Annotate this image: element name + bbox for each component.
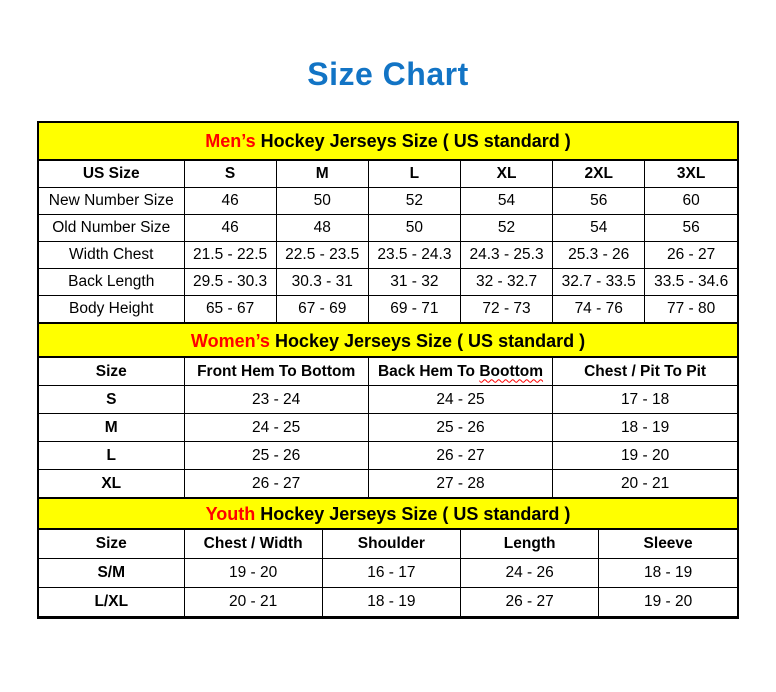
table-row [39, 215, 737, 242]
value-cell: 32.7 - 33.5 [553, 269, 645, 296]
table-row [39, 470, 737, 498]
column-header-cell: 2XL [553, 161, 645, 188]
value-cell: 19 - 20 [184, 559, 322, 588]
value-cell: 54 [460, 188, 552, 215]
value-cell: 24 - 25 [368, 386, 552, 414]
row-label-cell: M [39, 414, 184, 442]
womens-label-rest: Hockey Jerseys Size ( US standard ) [269, 331, 586, 351]
value-cell: 52 [460, 215, 552, 242]
value-cell: 46 [184, 188, 276, 215]
womens-label-accent: Women’s [190, 331, 270, 351]
value-cell: 20 - 21 [553, 470, 737, 498]
mens-label-rest: Hockey Jerseys Size ( US standard ) [255, 131, 571, 151]
row-label-cell: Back Length [39, 269, 184, 296]
value-cell: 18 - 19 [599, 559, 737, 588]
value-cell: 50 [276, 188, 368, 215]
column-header-cell: US Size [39, 161, 184, 188]
column-header-cell: Sleeve [599, 530, 737, 559]
value-cell: 72 - 73 [460, 296, 552, 323]
table-row [39, 414, 737, 442]
value-cell: 52 [368, 188, 460, 215]
value-cell: 26 - 27 [645, 242, 737, 269]
mens-header-row [39, 161, 737, 188]
column-header-cell: Size [39, 358, 184, 386]
table-row [39, 386, 737, 414]
value-cell: 19 - 20 [599, 588, 737, 617]
mens-label-accent: Men’s [205, 131, 256, 151]
womens-section-header [39, 323, 737, 357]
row-label-cell: L [39, 442, 184, 470]
table-row [39, 296, 737, 323]
table-row [39, 188, 737, 215]
value-cell: 29.5 - 30.3 [184, 269, 276, 296]
column-header-cell: S [184, 161, 276, 188]
value-cell: 74 - 76 [553, 296, 645, 323]
value-cell: 24 - 25 [184, 414, 368, 442]
youth-label-rest: Hockey Jerseys Size ( US standard ) [255, 504, 571, 524]
row-label-cell: S/M [39, 559, 184, 588]
table-row [39, 242, 737, 269]
value-cell: 24.3 - 25.3 [460, 242, 552, 269]
value-cell: 65 - 67 [184, 296, 276, 323]
youth-section-header [39, 498, 737, 529]
value-cell: 23.5 - 24.3 [368, 242, 460, 269]
value-cell: 50 [368, 215, 460, 242]
value-cell: 60 [645, 188, 737, 215]
value-cell: 16 - 17 [322, 559, 460, 588]
row-label-cell: New Number Size [39, 188, 184, 215]
column-header-cell: Chest / Width [184, 530, 322, 559]
value-cell: 23 - 24 [184, 386, 368, 414]
value-cell: 26 - 27 [461, 588, 599, 617]
column-header-text: Back Hem To [377, 362, 476, 380]
value-cell: 18 - 19 [322, 588, 460, 617]
value-cell: 21.5 - 22.5 [184, 242, 276, 269]
value-cell: 25 - 26 [184, 442, 368, 470]
misspelled-word: Boottom [479, 362, 544, 380]
womens-header-row [39, 358, 737, 386]
column-header-cell: M [276, 161, 368, 188]
value-cell: 26 - 27 [368, 442, 552, 470]
value-cell: 25 - 26 [368, 414, 552, 442]
column-header-cell: 3XL [645, 161, 737, 188]
value-cell: 46 [184, 215, 276, 242]
row-label-cell: Width Chest [39, 242, 184, 269]
womens-size-table [39, 357, 737, 498]
value-cell: 56 [553, 188, 645, 215]
mens-section-header [39, 123, 737, 160]
column-header-cell: Size [39, 530, 184, 559]
column-header-cell: Chest / Pit To Pit [553, 358, 737, 386]
youth-label-accent: Youth [205, 504, 256, 524]
table-row [39, 442, 737, 470]
row-label-cell: S [39, 386, 184, 414]
value-cell: 30.3 - 31 [276, 269, 368, 296]
table-row [39, 269, 737, 296]
row-label-cell: XL [39, 470, 184, 498]
mens-size-table [39, 160, 737, 323]
value-cell: 31 - 32 [368, 269, 460, 296]
table-row [39, 559, 737, 588]
value-cell: 18 - 19 [553, 414, 737, 442]
value-cell: 27 - 28 [368, 470, 552, 498]
value-cell: 69 - 71 [368, 296, 460, 323]
value-cell: 20 - 21 [184, 588, 322, 617]
value-cell: 19 - 20 [553, 442, 737, 470]
value-cell: 26 - 27 [184, 470, 368, 498]
youth-size-table [39, 529, 737, 617]
value-cell: 24 - 26 [461, 559, 599, 588]
row-label-cell: Body Height [39, 296, 184, 323]
size-chart-container [37, 121, 739, 619]
value-cell: 67 - 69 [276, 296, 368, 323]
value-cell: 56 [645, 215, 737, 242]
column-header-cell [368, 358, 552, 386]
column-header-cell: XL [460, 161, 552, 188]
value-cell: 48 [276, 215, 368, 242]
value-cell: 32 - 32.7 [460, 269, 552, 296]
value-cell: 17 - 18 [553, 386, 737, 414]
value-cell: 25.3 - 26 [553, 242, 645, 269]
table-row [39, 588, 737, 617]
column-header-cell: Length [461, 530, 599, 559]
column-header-cell: Front Hem To Bottom [184, 358, 368, 386]
value-cell: 22.5 - 23.5 [276, 242, 368, 269]
value-cell: 33.5 - 34.6 [645, 269, 737, 296]
column-header-cell: L [368, 161, 460, 188]
row-label-cell: L/XL [39, 588, 184, 617]
value-cell: 77 - 80 [645, 296, 737, 323]
column-header-cell: Shoulder [322, 530, 460, 559]
page-title: Size Chart [307, 56, 469, 92]
value-cell: 54 [553, 215, 645, 242]
row-label-cell: Old Number Size [39, 215, 184, 242]
youth-header-row [39, 530, 737, 559]
